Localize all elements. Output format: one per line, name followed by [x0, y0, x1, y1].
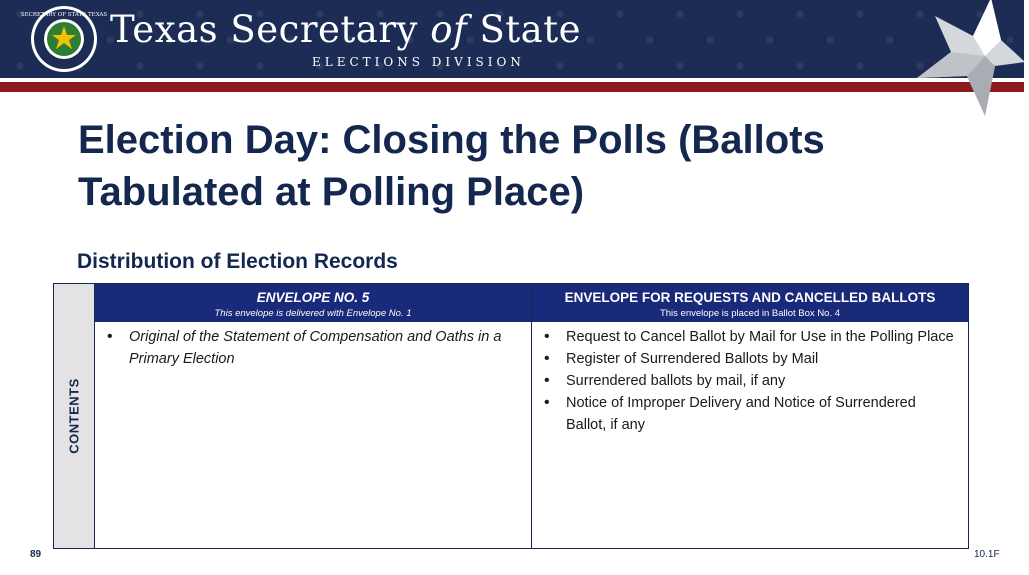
brand-subtitle: ELECTIONS DIVISION — [312, 55, 525, 69]
column-subheading: This envelope is delivered with Envelope No. 1 — [214, 308, 412, 319]
header-stripe-red — [0, 82, 1024, 92]
brand-title: Texas Secretary of State — [110, 8, 582, 51]
list-item: • Original of the Statement of Compensation and Oaths in a Primary Election — [129, 326, 517, 370]
silver-star-icon — [905, 0, 1029, 120]
contents-list — [95, 322, 531, 370]
column-header — [532, 284, 968, 322]
texas-seal-icon — [20, 5, 108, 73]
records-table — [53, 283, 969, 549]
section-heading: Distribution of Election Records — [77, 250, 398, 273]
column-subheading: This envelope is placed in Ballot Box No. 4 — [659, 308, 841, 319]
list-item: • Request to Cancel Ballot by Mail for Use in the Polling Place — [566, 326, 954, 348]
column-heading: ENVELOPE NO. 5 — [256, 290, 370, 305]
list-item: • Surrendered ballots by mail, if any — [566, 370, 954, 392]
column-heading: ENVELOPE FOR REQUESTS AND CANCELLED BALLOTS — [564, 290, 936, 305]
slide-code: 10.1F — [974, 549, 1000, 560]
contents-side-column — [54, 284, 95, 548]
contents-label: CONTENTS — [66, 378, 82, 454]
svg-text:SECRETARY OF STATE TEXAS: SECRETARY OF STATE TEXAS — [20, 12, 108, 18]
column-header — [95, 284, 531, 322]
contents-list — [532, 322, 968, 436]
column-envelope-5 — [95, 284, 532, 548]
header-banner — [0, 0, 1024, 78]
list-item: • Register of Surrendered Ballots by Mail — [566, 348, 954, 370]
page-number: 89 — [30, 549, 42, 560]
slide-title: Election Day: Closing the Polls (Ballots Tabulated at Polling Place) — [78, 118, 825, 214]
column-requests-cancelled — [532, 284, 968, 548]
list-item: • Notice of Improper Delivery and Notice of Surrendered Ballot, if any — [566, 392, 954, 436]
header-stripe-white-lower — [0, 92, 1024, 95]
